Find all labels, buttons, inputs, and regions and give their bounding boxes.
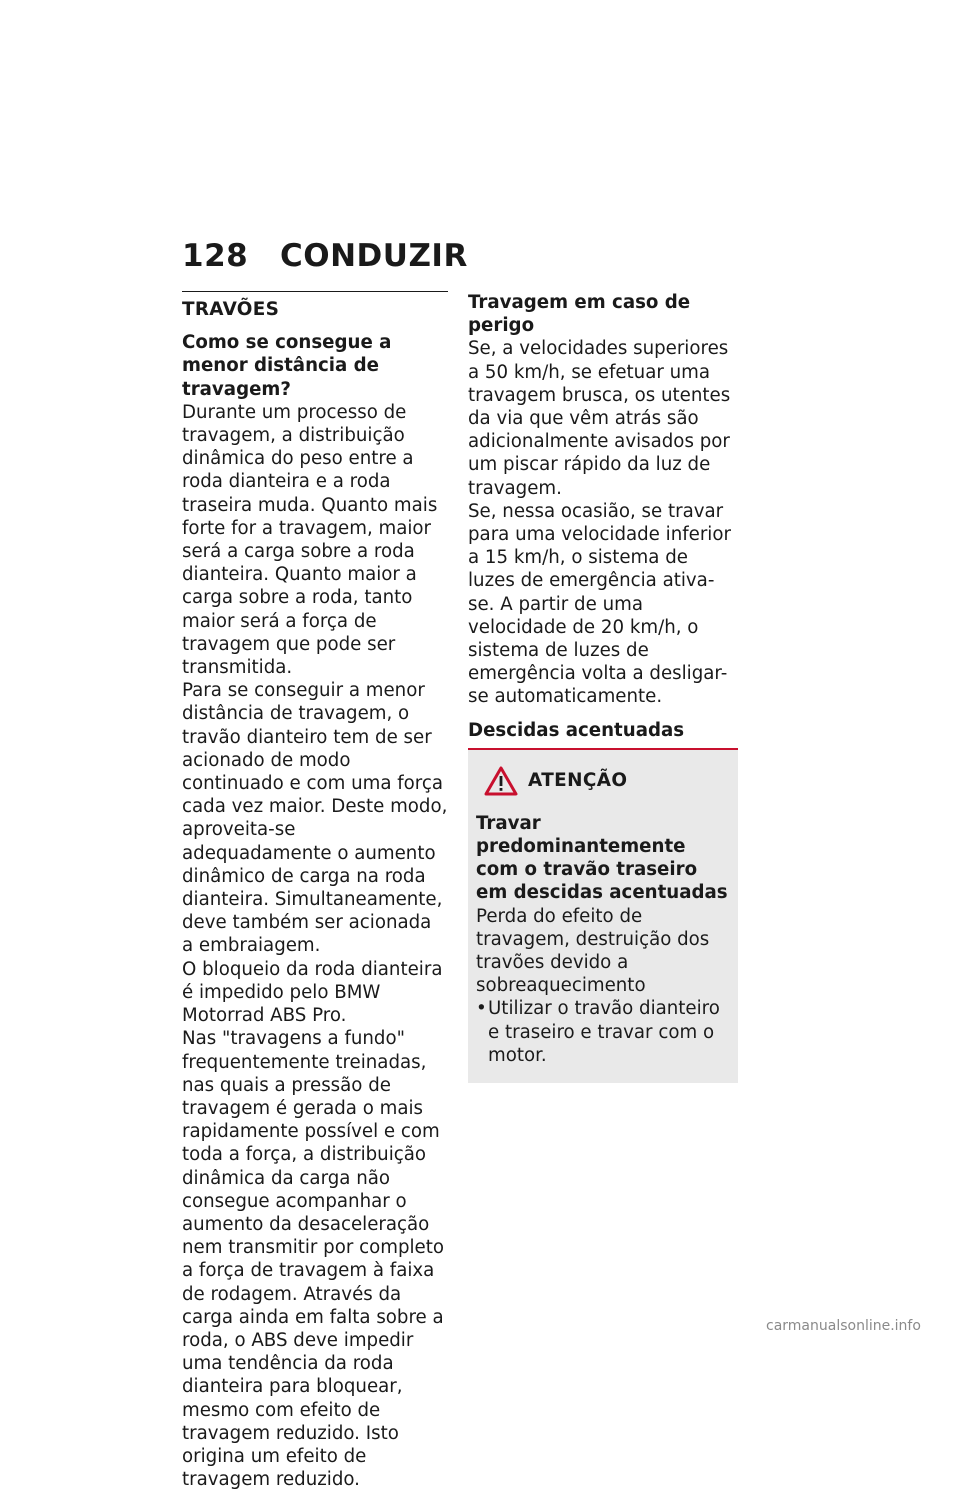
warning-consequence: Perda do efeito de travagem, destruição dos travões devido a sobreaquecimento — [476, 905, 710, 997]
warning-triangle-icon — [484, 766, 518, 796]
chapter-title: CONDUZIR — [280, 238, 468, 274]
subheading-steep-descents: Descidas acentuadas — [468, 719, 685, 741]
subheading-danger-braking: Travagem em caso de perigo — [468, 292, 691, 337]
page-number: 128 — [182, 238, 249, 274]
bullet-dot: • — [476, 998, 487, 1020]
section-title: TRAVÕES — [182, 299, 280, 320]
watermark: carmanualsonline.info — [766, 1318, 921, 1334]
warning-label: ATENÇÃO — [528, 770, 628, 792]
warning-bullet — [476, 997, 728, 1067]
section-rule — [182, 291, 448, 292]
paragraph-weight-distribution: Durante um processo de travagem, a distribuição dinâmica do peso entre a roda dianteira e a roda traseira muda. Quanto mais forte for a travagem, maior será a carga sobre a roda dianteira. Quanto maior a carga sobre a roda, tanto maior será a força de travagem que pode ser transmitida. — [182, 401, 438, 679]
left-column — [182, 291, 448, 1491]
warning-bullet-text: Utilizar o travão dianteiro e traseiro e travar com o motor. — [488, 998, 720, 1066]
paragraph-brake-light-flash: Se, a velocidades superiores a 50 km/h, se efetuar uma travagem brusca, os utentes da via que vêm atrás são adicionalmente avisados por um piscar rápido da luz de travagem. — [468, 338, 731, 499]
warning-box — [468, 750, 738, 1083]
warning-title: Travar predominantemente com o travão traseiro em descidas acentuadas — [476, 812, 728, 904]
warning-header — [484, 766, 728, 796]
paragraph-emergency-braking: Nas "travagens a fundo" frequentemente treinadas, nas quais a pressão de travagem é gerada o mais rapidamente possível e com toda a força, a distribuição dinâmica da carga não consegue acompanhar o aumento da desaceleração nem transmitir por completo a força de travagem à faixa de rodagem. Através da carga ainda em falta sobre a roda, o ABS deve impedir uma tendência da roda dianteira para bloquear, mesmo com efeito de travagem reduzido. Isto origina um efeito de travagem reduzido. — [182, 1028, 445, 1491]
subheading-braking-distance: Como se consegue a menor distância de travagem? — [182, 332, 392, 400]
right-column — [468, 291, 738, 1083]
paragraph-front-brake: Para se conseguir a menor distância de travagem, o travão dianteiro tem de ser acionado de modo continuado e com uma força cada vez maior. Deste modo, aproveita-se adequadamente o aumento dinâmico de carga na roda dianteira. Simultaneamente, deve também ser acionada a embraiagem. — [182, 680, 448, 957]
paragraph-hazard-lights: Se, nessa ocasião, se travar para uma velocidade inferior a 15 km/h, o sistema de luzes de emergência ativa-se. A partir de uma velocidade de 20 km/h, o sistema de luzes de emergência volta a desligar-se automaticamente. — [468, 500, 731, 708]
paragraph-abs-pro: O bloqueio da roda dianteira é impedido pelo BMW Motorrad ABS Pro. — [182, 958, 443, 1027]
